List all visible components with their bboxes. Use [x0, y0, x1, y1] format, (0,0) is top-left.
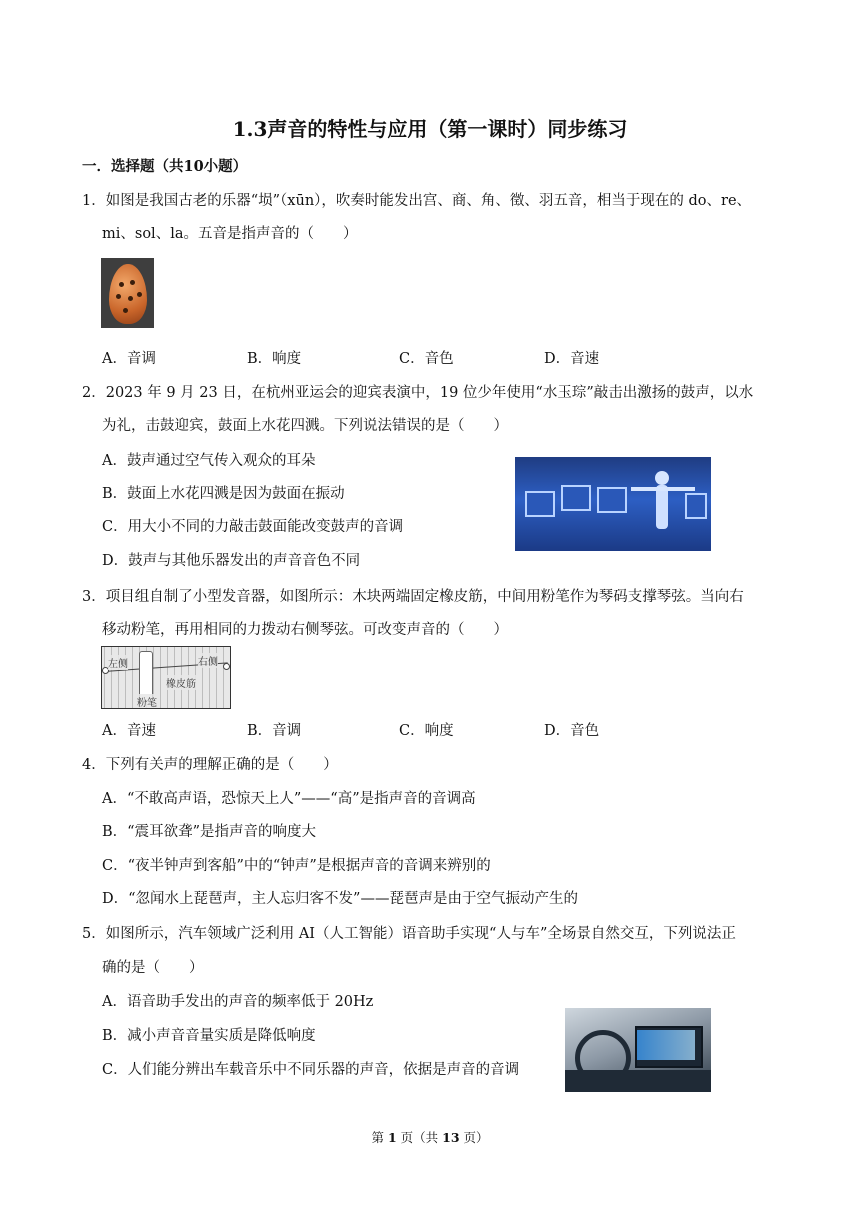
rubber-band-label: 橡皮筋	[166, 675, 196, 690]
q2-option-d: D．鼓声与其他乐器发出的声音音色不同	[102, 553, 361, 569]
q1-option-c: C．音色	[399, 351, 454, 367]
section-heading: 一．选择题（共10小题）	[82, 158, 248, 175]
q4-option-a: A．“不敢高声语，恐惊天上人”——“高”是指声音的音调高	[102, 791, 476, 807]
q5-stem-line2: 确的是（ ）	[102, 960, 204, 976]
q3-option-c: C．响度	[399, 723, 454, 739]
q4-option-d: D．“忽闻水上琵琶声，主人忘归客不发”——琵琶声是由于空气振动产生的	[102, 891, 578, 907]
footer-page-number: 1	[387, 1130, 397, 1145]
q1-option-b: B．响度	[247, 351, 302, 367]
right-side-label: 右侧	[198, 653, 218, 668]
xun-instrument-image	[101, 258, 154, 328]
footer-prefix: 第	[371, 1130, 384, 1145]
q3-option-b: B．音调	[247, 723, 302, 739]
q1-stem-line2: mi、sol、la。五音是指声音的（ ）	[102, 226, 358, 242]
q5-stem-line1: 5．如图所示，汽车领域广泛利用 AI（人工智能）语音助手实现“人与车”全场景自然交互，下列说法正	[82, 926, 736, 942]
q2-option-b: B．鼓面上水花四溅是因为鼓面在振动	[102, 486, 345, 502]
q5-option-c: C．人们能分辨出车载音乐中不同乐器的声音，依据是声音的音调	[102, 1062, 520, 1078]
q1-option-a: A．音调	[102, 351, 156, 367]
q2-stem-line1: 2．2023 年 9 月 23 日，在杭州亚运会的迎宾表演中，19 位少年使用“水玉琮”敲击出激扬的鼓声，以水	[82, 385, 754, 401]
q2-option-c: C．用大小不同的力敲击鼓面能改变鼓声的音调	[102, 519, 404, 535]
rubber-band-instrument-image	[101, 646, 231, 709]
footer-total-pages: 13	[442, 1130, 460, 1145]
q1-option-d: D．音速	[544, 351, 600, 367]
page-footer	[0, 1128, 860, 1146]
q5-option-b: B．减小声音音量实质是降低响度	[102, 1028, 316, 1044]
q4-option-b: B．“震耳欲聋”是指声音的响度大	[102, 824, 316, 840]
drum-performance-image	[515, 457, 711, 551]
q3-option-d: D．音色	[544, 723, 600, 739]
chalk-label: 粉笔	[137, 694, 157, 709]
q2-stem-line2: 为礼，击鼓迎宾，鼓面上水花四溅。下列说法错误的是（ ）	[102, 418, 508, 434]
q5-option-a: A．语音助手发出的声音的频率低于 20Hz	[102, 994, 374, 1010]
footer-suffix: 页）	[463, 1130, 489, 1145]
q3-option-a: A．音速	[102, 723, 156, 739]
page-title: 1.3声音的特性与应用（第一课时）同步练习	[232, 117, 628, 141]
q2-option-a: A．鼓声通过空气传入观众的耳朵	[102, 453, 316, 469]
footer-mid: 页（共	[400, 1130, 439, 1145]
q3-stem-line2: 移动粉笔，再用相同的力拨动右侧琴弦。可改变声音的（ ）	[102, 622, 508, 638]
q1-stem-line1: 1．如图是我国古老的乐器“埙”（xūn），吹奏时能发出宫、商、角、徵、羽五音，相当于现在的 do、re、	[82, 193, 752, 209]
q3-stem-line1: 3．项目组自制了小型发音器，如图所示：木块两端固定橡皮筋，中间用粉笔作为琴码支撑琴弦。当向右	[82, 589, 744, 605]
car-interior-image	[565, 1008, 711, 1092]
left-side-label: 左侧	[108, 655, 128, 670]
q4-stem-line1: 4．下列有关声的理解正确的是（ ）	[82, 757, 338, 773]
q4-option-c: C．“夜半钟声到客船”中的“钟声”是根据声音的音调来辨别的	[102, 858, 491, 874]
